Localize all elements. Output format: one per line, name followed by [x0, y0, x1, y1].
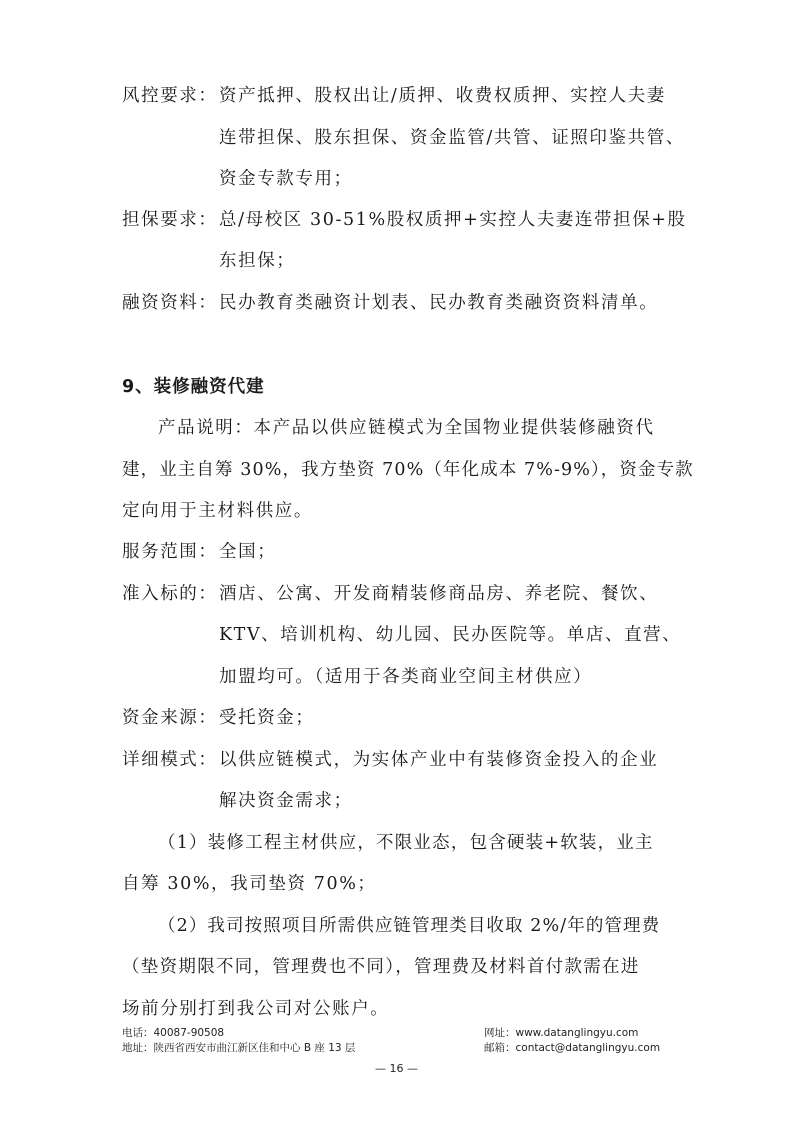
detail-mode-text-line1: 以供应链模式，为实体产业中有装修资金投入的企业 [219, 750, 659, 770]
fund-source-text: 受托资金； [219, 708, 315, 728]
financing-docs-label: 融资资料： [122, 293, 218, 313]
admission-text-line1: 酒店、公寓、开发商精装修商品房、养老院、餐饮、 [219, 584, 659, 604]
footer-website: 网址：www.datanglingyu.com [484, 1027, 639, 1039]
fund-source-label: 资金来源： [122, 708, 218, 728]
item1-line1: （1）装修工程主材供应，不限业态，包含硬装+软装，业主 [158, 833, 654, 853]
financing-docs-text: 民办教育类融资计划表、民办教育类融资资料清单。 [219, 293, 659, 313]
section-heading: 9、装修融资代建 [122, 377, 265, 397]
service-scope-text: 全国； [219, 542, 277, 562]
product-desc-line2: 建，业主自筹 30%，我方垫资 70%（年化成本 7%-9%），资金专款 [122, 460, 694, 480]
risk-control-text-line1: 资产抵押、股权出让/质押、收费权质押、实控人夫妻 [219, 86, 666, 106]
item2-line2: （垫资期限不同，管理费也不同），管理费及材料首付款需在进 [122, 957, 640, 977]
admission-label: 准入标的： [122, 584, 218, 604]
risk-control-text-line2: 连带担保、股东担保、资金监管/共管、证照印鉴共管、 [219, 128, 685, 148]
guarantee-text-line2: 东担保； [219, 251, 296, 271]
service-scope-label: 服务范围： [122, 542, 218, 562]
guarantee-label: 担保要求： [122, 210, 218, 230]
admission-text-line2: KTV、培训机构、幼儿园、民办医院等。单店、直营、 [219, 625, 682, 645]
footer-phone: 电话：40087-90508 [122, 1027, 225, 1039]
product-desc-line3: 定向用于主材料供应。 [122, 501, 313, 521]
page-number: — 16 — [375, 1062, 418, 1075]
risk-control-text-line3: 资金专款专用； [219, 169, 353, 189]
detail-mode-text-line2: 解决资金需求； [219, 791, 353, 811]
item2-line3: 场前分别打到我公司对公账户。 [122, 999, 390, 1019]
risk-control-label: 风控要求： [122, 86, 218, 106]
footer-address: 地址：陕西省西安市曲江新区佳和中心 B 座 13 层 [122, 1042, 356, 1054]
detail-mode-label: 详细模式： [122, 750, 218, 770]
item1-line2: 自筹 30%，我司垫资 70%； [122, 874, 377, 894]
item2-line1: （2）我司按照项目所需供应链管理类目收取 2%/年的管理费 [158, 916, 661, 936]
admission-text-line3: 加盟均可。（适用于各类商业空间主材供应） [219, 667, 593, 687]
guarantee-text-line1: 总/母校区 30-51%股权质押+实控人夫妻连带担保+股 [219, 210, 687, 230]
product-desc-line1: 产品说明：本产品以供应链模式为全国物业提供装修融资代 [158, 418, 655, 438]
footer-email: 邮箱：contact@datanglingyu.com [484, 1042, 661, 1054]
